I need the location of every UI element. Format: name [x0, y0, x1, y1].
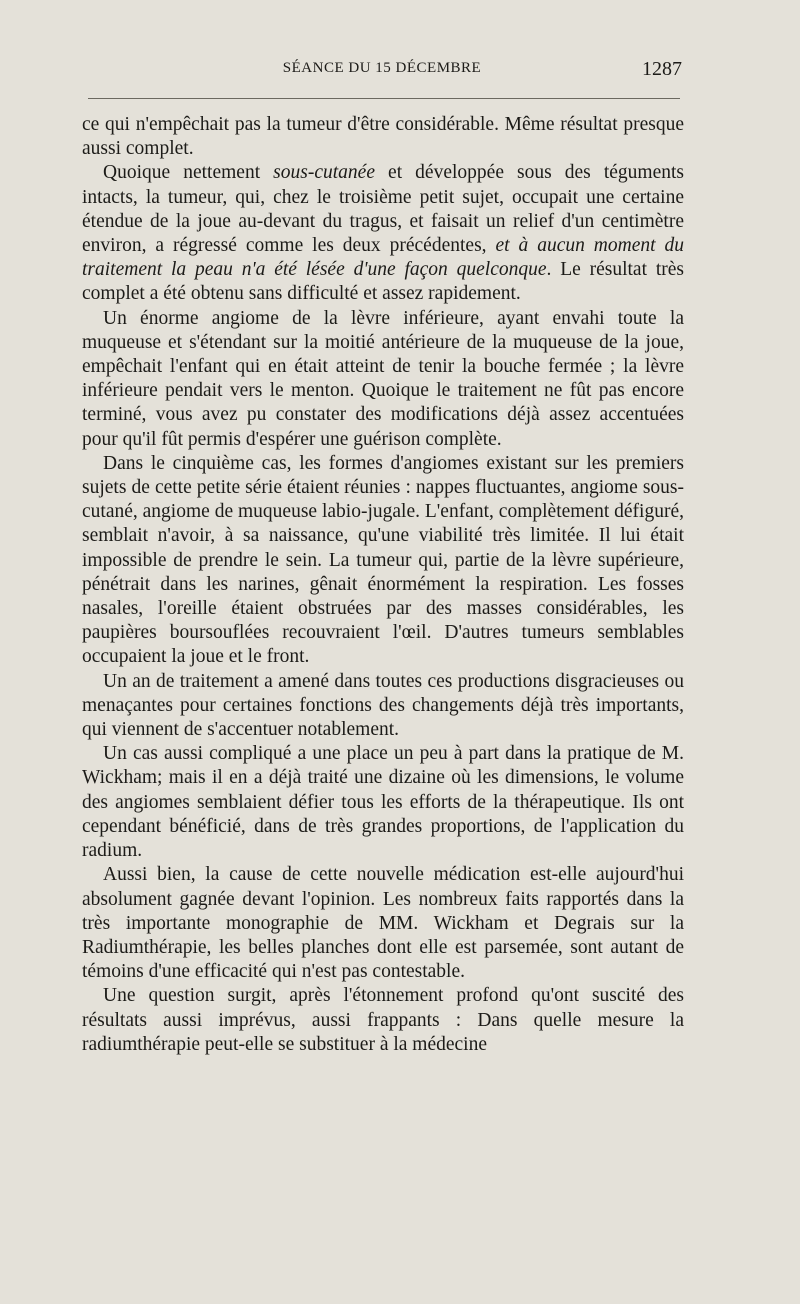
italic-phrase-1: sous-cutanée [273, 162, 375, 184]
paragraph-5: Un an de traitement a amené dans toutes ces productions disgracieuses ou menaçantes pour certaines fonctions des changements déjà très importants, qui viennent de s'accentuer notablement. [82, 670, 684, 741]
paragraph-6: Un cas aussi compliqué a une place un peu à part dans la pratique de M. Wickham; mais il en a déjà traité une dizaine où les dimensions, le volume des angiomes semblaient défier tous les efforts de la thérapeutique. Ils ont cependant bénéficié, dans de très grandes proportions, de l'application du radium. [82, 743, 684, 862]
running-head [82, 58, 682, 84]
paragraph-3: Un énorme angiome de la lèvre inférieure, ayant envahi toute la muqueuse et s'étendant sur la moitié antérieure de la muqueuse de la joue, empêchait l'enfant qui en était atteint de tenir la bouche fermée ; la lèvre inférieure pendait vers le menton. Quoique le traitement ne fût pas encore terminé, vous avez pu constater des modifications déjà assez accentuées pour qu'il fût permis d'espérer une guérison complète. [82, 307, 684, 450]
paragraph-2-text-a: Quoique nettement [103, 162, 274, 184]
paragraph-1: ce qui n'empêchait pas la tumeur d'être considérable. Même résultat presque aussi complet. [82, 114, 684, 160]
page-number: 1287 [642, 58, 682, 80]
body-text [82, 113, 684, 1057]
paragraph-2-text-c: . Le résultat très complet a été obtenu sans difficulté et assez rapidement. [82, 259, 684, 305]
paragraph-2-text-b: et développée sous des téguments intacts, la tumeur, qui, chez le troisième petit sujet, occupait une certaine étendue de la joue au-devant du tragus, et faisait un relief d'un centimètre environ, a régressé comme les deux précédentes, [82, 162, 684, 257]
paragraph-7: Aussi bien, la cause de cette nouvelle médication est-elle aujourd'hui absolument gagnée devant l'opinion. Les nombreux faits rapportés dans la très importante monographie de MM. Wickham et Degrais sur la Radiumthérapie, les belles planches dont elle est parsemée, sont autant de témoins d'une efficacité qui n'est pas contestable. [82, 864, 684, 983]
paragraph-2 [82, 161, 684, 306]
running-title: SÉANCE DU 15 DÉCEMBRE [282, 60, 482, 76]
header-rule [88, 98, 680, 99]
paragraph-4: Dans le cinquième cas, les formes d'angiomes existant sur les premiers sujets de cette petite série étaient réunies : nappes fluctuantes, angiome sous-cutané, angiome de muqueuse labio-jugale. L'enfant, complètement défiguré, semblait n'avoir, à sa naissance, qu'une viabilité très limitée. Il lui était impossible de prendre le sein. La tumeur qui, partie de la lèvre supérieure, pénétrait dans les narines, gênait énormément la respiration. Les fosses nasales, l'oreille étaient obstruées par des masses considérables, les paupières boursouflées recouvraient l'œil. D'autres tumeurs semblables occupaient la joue et le front. [82, 452, 684, 668]
italic-phrase-2: et à aucun moment du traitement la peau n'a été lésée d'une façon quelconque [82, 235, 684, 281]
paragraph-8: Une question surgit, après l'étonnement profond qu'ont suscité des résultats aussi imprévus, aussi frappants : Dans quelle mesure la radiumthérapie peut-elle se substituer à la médecine [82, 985, 684, 1055]
